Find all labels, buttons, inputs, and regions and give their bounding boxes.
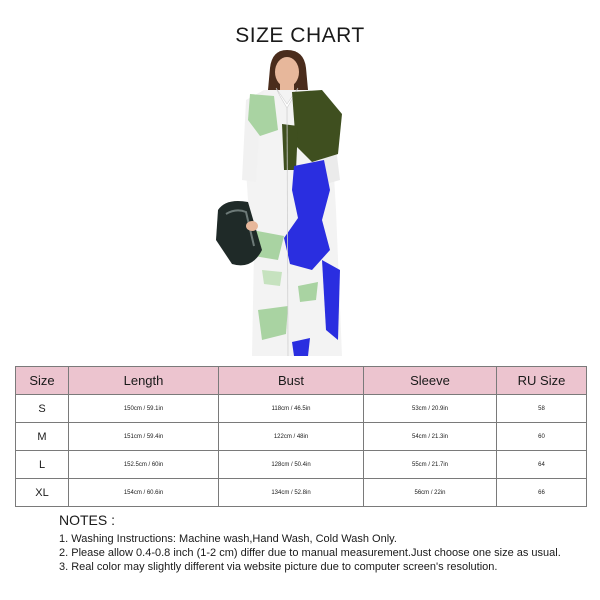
bust-cell: 122cm / 48in	[219, 423, 364, 451]
bust-cell: 128cm / 50.4in	[219, 451, 364, 479]
header-bust: Bust	[219, 367, 364, 395]
table-row	[16, 451, 587, 479]
length-cell: 152.5cm / 60in	[69, 451, 219, 479]
note-washing: 1. Washing Instructions: Machine wash,Hand Wash, Cold Wash Only.	[59, 533, 397, 545]
header-sleeve: Sleeve	[364, 367, 497, 395]
product-photo	[212, 50, 362, 356]
ru-size-cell: 66	[497, 479, 587, 507]
notes-section	[59, 512, 589, 574]
ru-size-cell: 58	[497, 395, 587, 423]
size-cell: XL	[16, 479, 69, 507]
size-chart-table	[15, 366, 587, 507]
note-color: 3. Real color may slightly different via website picture due to computer screen's resolution.	[59, 561, 498, 573]
header-ru-size: RU Size	[497, 367, 587, 395]
length-cell: 150cm / 59.1in	[69, 395, 219, 423]
header-length: Length	[69, 367, 219, 395]
table-row	[16, 395, 587, 423]
page-title: SIZE CHART	[235, 24, 365, 47]
sleeve-cell: 53cm / 20.9in	[364, 395, 497, 423]
notes-title: NOTES :	[59, 512, 116, 528]
sleeve-cell: 54cm / 21.3in	[364, 423, 497, 451]
sleeve-cell: 55cm / 21.7in	[364, 451, 497, 479]
header-size: Size	[16, 367, 69, 395]
size-cell: S	[16, 395, 69, 423]
ru-size-cell: 60	[497, 423, 587, 451]
bust-cell: 118cm / 46.5in	[219, 395, 364, 423]
length-cell: 151cm / 59.4in	[69, 423, 219, 451]
ru-size-cell: 64	[497, 451, 587, 479]
table-row	[16, 479, 587, 507]
length-cell: 154cm / 60.6in	[69, 479, 219, 507]
bust-cell: 134cm / 52.8in	[219, 479, 364, 507]
note-measurement: 2. Please allow 0.4-0.8 inch (1-2 cm) differ due to manual measurement.Just choose one size as usual.	[59, 547, 561, 559]
size-cell: L	[16, 451, 69, 479]
table-row	[16, 423, 587, 451]
size-cell: M	[16, 423, 69, 451]
table-header-row	[16, 367, 587, 395]
sleeve-cell: 56cm / 22in	[364, 479, 497, 507]
